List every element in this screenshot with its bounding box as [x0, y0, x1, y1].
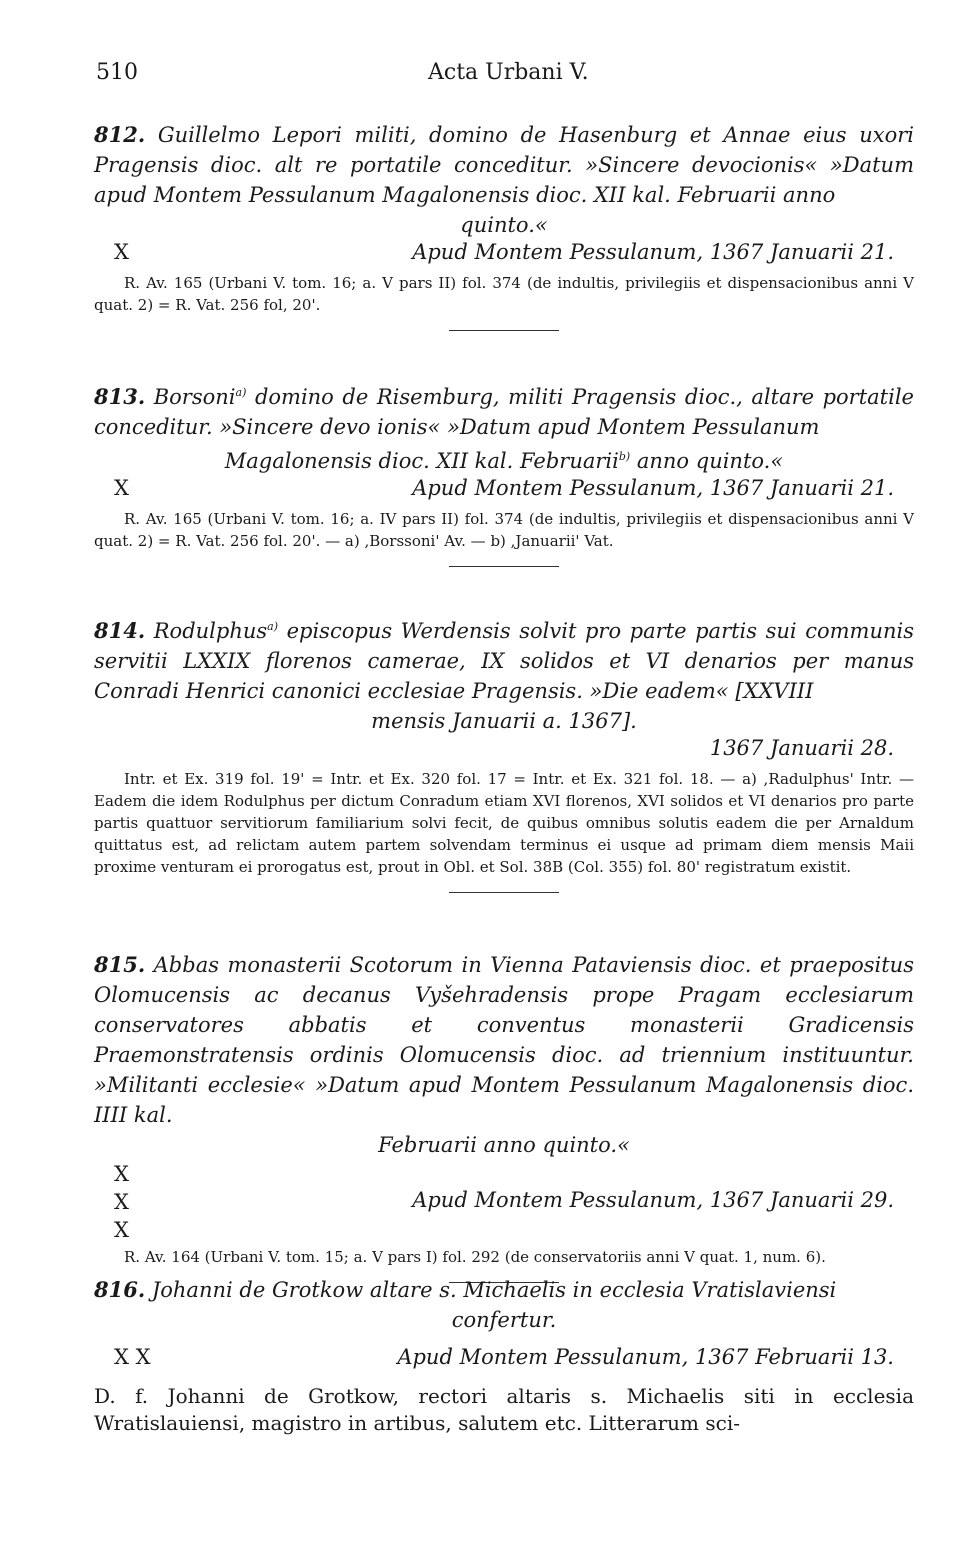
entry-number: 812.: [94, 122, 146, 147]
place-date: Apud Montem Pessulanum, 1367 Januarii 21.: [412, 240, 894, 264]
entry-816-summary-end: confertur.: [451, 1308, 557, 1332]
entry-813-dateline: [94, 476, 914, 508]
date: 1367 Januarii 28.: [709, 736, 894, 760]
entry-815-summary: 815. Abbas monasterii Scotorum in Vienna Pataviensis dioc. et praepositus Olomucensis ac decanus Vyšehradensis prope Pragam ecclesiarum conservatores abbatis et conventus monasterii Gradicensis Praemonstratensis ordinis Olomucensis dioc. ad triennium instituuntur. »Militanti ecclesie« »Datum apud Montem Pessulanum Magalonensis dioc. IIII kal.: [94, 952, 914, 1127]
entry-813-summary-end: Magalonensis dioc. XII kal. Februarii$^{b)}$ anno quinto.«: [224, 449, 784, 473]
entry-812-summary-end: quinto.«: [460, 213, 548, 237]
place-date: Apud Montem Pessulanum, 1367 Januarii 29.: [412, 1188, 894, 1212]
entry-816: [94, 1275, 914, 1437]
entry-814-source: Intr. et Ex. 319 fol. 19' = Intr. et Ex. 320 fol. 17 = Intr. et Ex. 321 fol. 18. — a) ,Radulphus' Intr. — Eadem die idem Rodulphus per dictum Conradum etiam XVI florenos, XVI solidos et VI denarios pro parte partis quattuor servitiorum familiarium solvi fecit, de quibus omnibus solutis eadem die per Arnaldum quittatus est, ad relictam autem partem solvendam terminus ei usque ad primam diem mensis Maii proxime venturam ei prorogatus est, prout in Obl. et Sol. 38B (Col. 355) fol. 80' registratum existit.: [94, 770, 914, 876]
entry-816-dateline: [94, 1345, 914, 1377]
registry-marks: X: [114, 240, 129, 264]
entry-number: 813.: [94, 384, 146, 409]
entry-815: [94, 950, 914, 1283]
registry-marks: X X: [114, 1345, 151, 1369]
separator-rule: [449, 330, 559, 331]
entry-812-dateline: [94, 240, 914, 272]
entry-816-summary: 816. Johanni de Grotkow altare s. Michaelis in ecclesia Vratislaviensi: [94, 1277, 837, 1302]
page-number: 510: [96, 60, 138, 85]
entry-813-source: R. Av. 165 (Urbani V. tom. 16; a. IV pars II) fol. 374 (de indultis, privilegiis et dispensacionibus anni V quat. 2) = R. Vat. 256 fol. 20'. — a) ,Borssoni' Av. — b) ,Januarii' Vat.: [94, 510, 914, 550]
entry-816-body: D. f. Johanni de Grotkow, rectori altaris s. Michaelis siti in ecclesia Wratislauiensi, magistro in artibus, salutem etc. Litterarum sci-: [94, 1384, 914, 1435]
registry-marks: X: [114, 476, 129, 500]
place-date: Apud Montem Pessulanum, 1367 Januarii 21.: [412, 476, 894, 500]
place-date: Apud Montem Pessulanum, 1367 Februarii 13.: [397, 1345, 894, 1369]
running-title: Acta Urbani V.: [428, 60, 589, 85]
footnote-marker: a): [235, 386, 247, 399]
entry-812: [94, 120, 914, 331]
entry-814-dateline: [94, 736, 914, 768]
entry-814: [94, 612, 914, 893]
separator-rule: [449, 892, 559, 893]
entry-814-summary-end: mensis Januarii a. 1367].: [371, 709, 637, 733]
entry-813: [94, 378, 914, 567]
separator-rule: [449, 566, 559, 567]
footnote-marker: b): [618, 450, 631, 463]
entry-814-summary: 814. Rodulphus$^{a)}$ episcopus Werdensis solvit pro parte partis sui communis servitii LXXIX florenos camerae, IX solidos et VI denarios per manus Conradi Henrici canonici ecclesiae Pragensis. »Die eadem« [XXVIII: [94, 618, 914, 703]
entry-812-source: R. Av. 165 (Urbani V. tom. 16; a. V pars II) fol. 374 (de indultis, privilegiis et dispensacionibus anni V quat. 2) = R. Vat. 256 fol, 20'.: [94, 274, 914, 314]
entry-number: 814.: [94, 618, 146, 643]
entry-number: 815.: [94, 952, 146, 977]
entry-813-summary: 813. Borsoni$^{a)}$ domino de Risemburg, militi Pragensis dioc., altare portatile conceditur. »Sincere devo ionis« »Datum apud Montem Pessulanum: [94, 384, 914, 439]
registry-marks: X X X: [114, 1162, 129, 1242]
entry-815-source: R. Av. 164 (Urbani V. tom. 15; a. V pars I) fol. 292 (de conservatoriis anni V quat. 1, num. 6).: [124, 1248, 826, 1266]
entry-number: 816.: [94, 1277, 146, 1302]
entry-815-summary-end: Februarii anno quinto.«: [378, 1133, 630, 1157]
footnote-marker: a): [267, 620, 279, 633]
entry-812-summary: 812. Guillelmo Lepori militi, domino de Hasenburg et Annae eius uxori Pragensis dioc. alt re portatile conceditur. »Sincere devocionis« »Datum apud Montem Pessulanum Magalonensis dioc. XII kal. Februarii anno: [94, 122, 915, 207]
entry-815-dateline: [94, 1160, 914, 1246]
